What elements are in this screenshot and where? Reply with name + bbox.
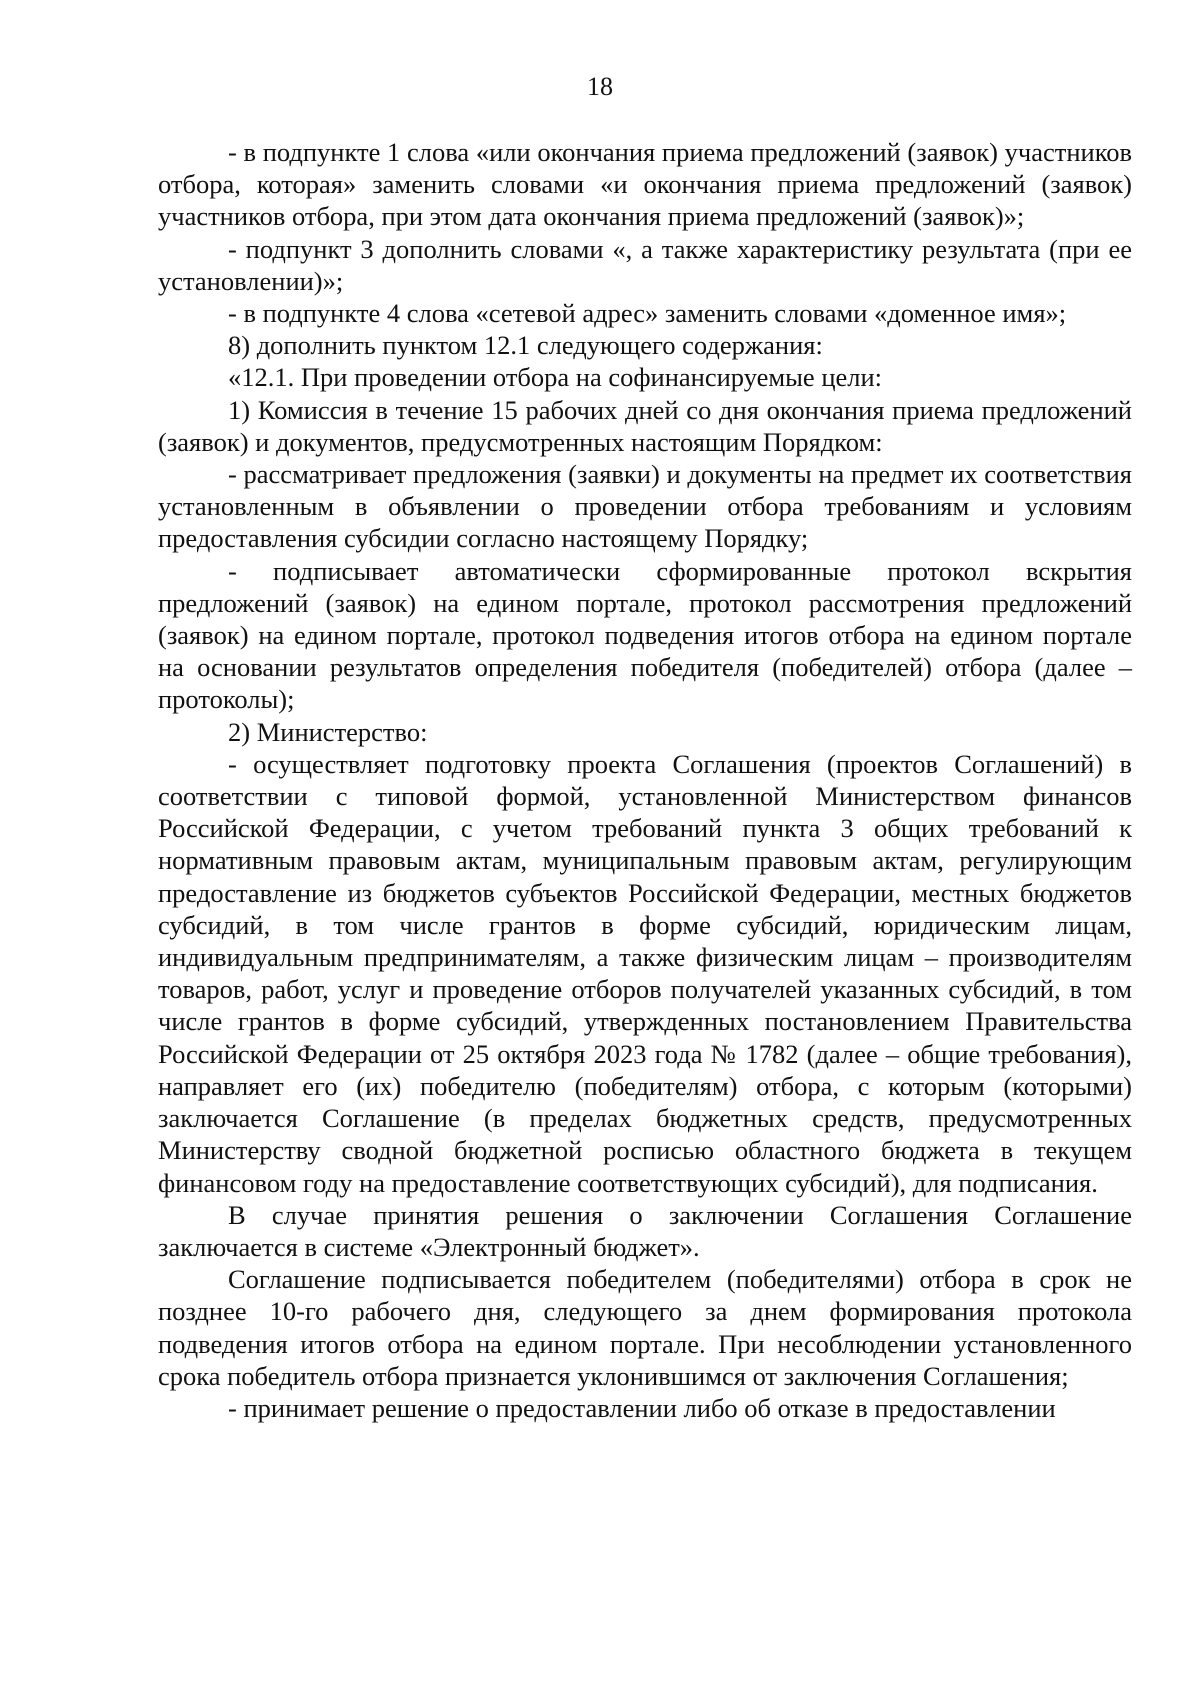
page-number: 18: [587, 72, 613, 101]
paragraph: - в подпункте 1 слова «или окончания приема предложений (заявок) участников отбора, которая» заменить словами «и окончания приема предложений (заявок) участников отбора, при этом дата окончания приема предложений (заявок)»;: [158, 137, 1132, 232]
document-body: [158, 136, 1132, 1424]
paragraph: - в подпункте 4 слова «сетевой адрес» заменить словами «доменное имя»;: [228, 298, 1067, 329]
paragraph: - подписывает автоматически сформированные протокол вскрытия предложений (заявок) на едином портале, протокол рассмотрения предложений (заявок) на едином портале, протокол подведения итогов отбора на едином портале на основании результатов определения победителя (победителей) отбора (далее – протоколы);: [158, 555, 1132, 715]
paragraph: - подпункт 3 дополнить словами «, а также характеристику результата (при ее установлении)»;: [158, 233, 1132, 296]
paragraph: - осуществляет подготовку проекта Соглашения (проектов Соглашений) в соответствии с типовой формой, установленной Министерством финансов Российской Федерации, с учетом требований пункта 3 общих требований к нормативным правовым актам, муниципальным правовым актам, регулирующим предоставление из бюджетов субъектов Российской Федерации, местных бюджетов субсидий, в том числе грантов в форме субсидий, юридическим лицам, индивидуальным предпринимателям, а также физическим лицам – производителям товаров, работ, услуг и проведение отборов получателей указанных субсидий, в том числе грантов в форме субсидий, утвержденных постановлением Правительства Российской Федерации от 25 октября 2023 года № 1782 (далее – общие требования), направляет его (их) победителю (победителям) отбора, с которым (которыми) заключается Соглашение (в пределах бюджетных средств, предусмотренных Министерству сводной бюджетной росписью областного бюджета в текущем финансовом году на предоставление соответствующих субсидий), для подписания.: [158, 748, 1132, 1198]
paragraph: «12.1. При проведении отбора на софинансируемые цели:: [228, 362, 883, 393]
paragraph: - принимает решение о предоставлении либо об отказе в предоставлении: [228, 1392, 1056, 1423]
paragraph: В случае принятия решения о заключении Соглашения Соглашение заключается в системе «Электронный бюджет».: [158, 1199, 1132, 1262]
paragraph: 1) Комиссия в течение 15 рабочих дней со дня окончания приема предложений (заявок) и документов, предусмотренных настоящим Порядком:: [158, 394, 1132, 457]
paragraph: - рассматривает предложения (заявки) и документы на предмет их соответствия установленным в объявлении о проведении отбора требованиям и условиям предоставления субсидии согласно настоящему Порядку;: [158, 459, 1132, 554]
paragraph: Соглашение подписывается победителем (победителями) отбора в срок не позднее 10-го рабочего дня, следующего за днем формирования протокола подведения итогов отбора на едином портале. При несоблюдении установленного срока победитель отбора признается уклонившимся от заключения Соглашения;: [158, 1264, 1132, 1391]
paragraph: 2) Министерство:: [228, 716, 428, 747]
paragraph: 8) дополнить пунктом 12.1 следующего содержания:: [228, 330, 823, 361]
